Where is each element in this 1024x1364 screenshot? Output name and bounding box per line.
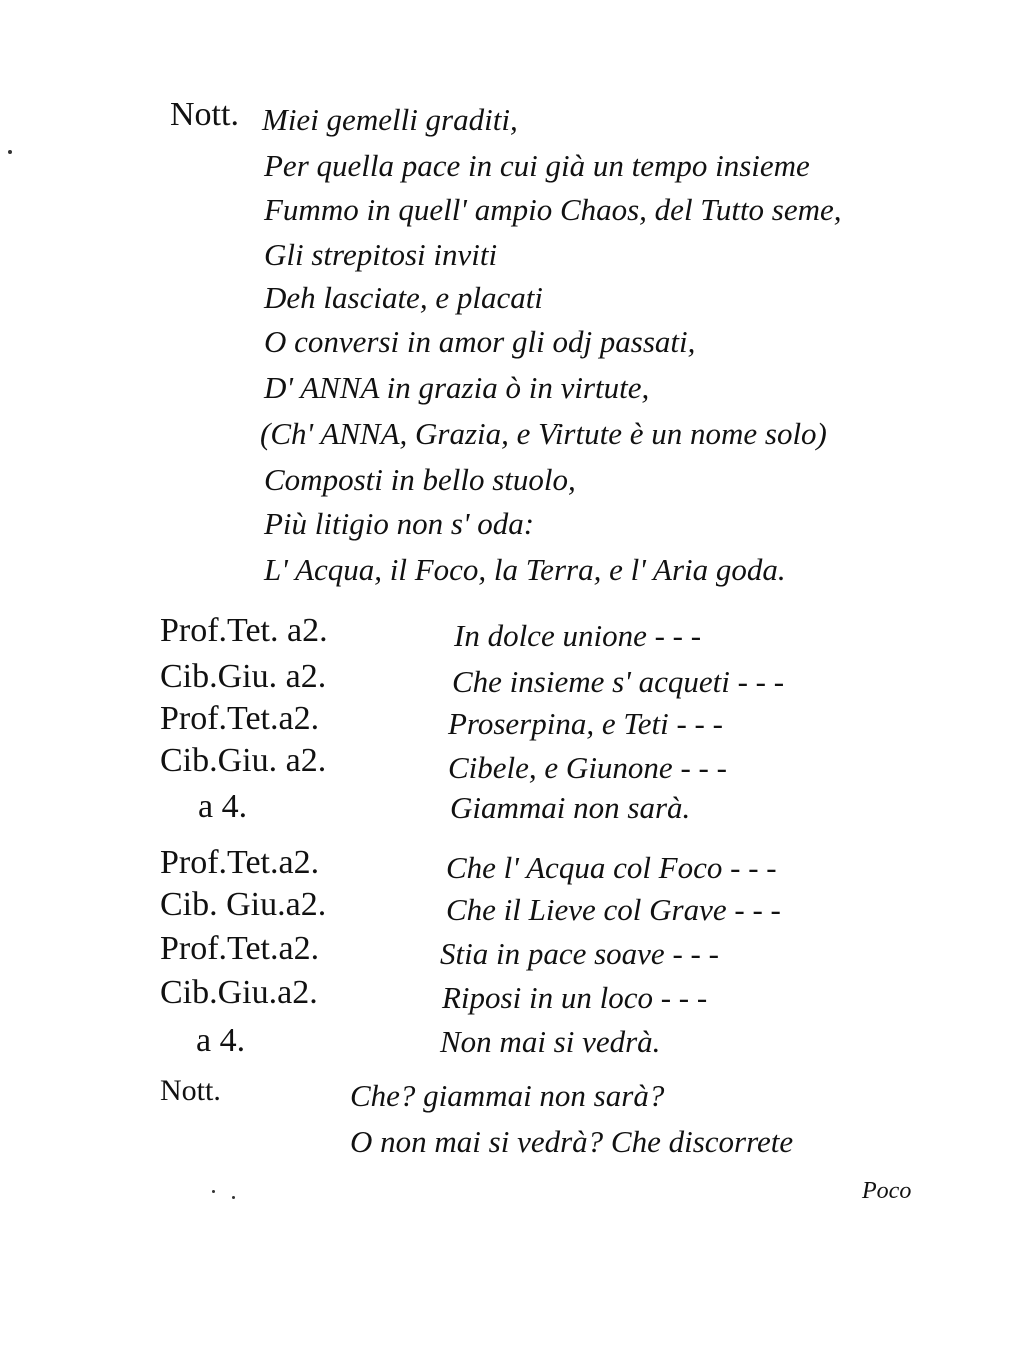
speaker-label: Prof.Tet.a2. xyxy=(160,844,320,881)
ink-speck xyxy=(212,1190,215,1193)
dialogue-line: In dolce unione - - - xyxy=(454,618,702,653)
speaker-label: Cib.Giu. a2. xyxy=(160,742,327,779)
speaker-label: Cib. Giu.a2. xyxy=(160,886,327,923)
speaker-label: Prof.Tet. a2. xyxy=(160,612,328,649)
verse-line: Che? giammai non sarà? xyxy=(350,1078,665,1113)
speaker-label: Cib.Giu. a2. xyxy=(160,658,327,695)
dialogue-line: Cibele, e Giunone - - - xyxy=(448,750,727,785)
verse-line: Più litigio non s' oda: xyxy=(264,506,535,541)
verse-line: Composti in bello stuolo, xyxy=(264,462,576,497)
verse-line: Fummo in quell' ampio Chaos, del Tutto seme, xyxy=(264,192,842,227)
verse-line: Miei gemelli graditi, xyxy=(262,102,518,137)
dialogue-line: Che l' Acqua col Foco - - - xyxy=(446,850,777,885)
verse-line: O conversi in amor gli odj passati, xyxy=(264,324,696,359)
verse-line: (Ch' ANNA, Grazia, e Virtute è un nome solo) xyxy=(260,416,827,451)
ink-speck xyxy=(8,150,12,154)
dialogue-line: Che insieme s' acqueti - - - xyxy=(452,664,785,699)
dialogue-line: Giammai non sarà. xyxy=(450,790,691,825)
speaker-label: a 4. xyxy=(196,1022,246,1059)
speaker-label: Cib.Giu.a2. xyxy=(160,974,318,1011)
dialogue-line: Che il Lieve col Grave - - - xyxy=(446,892,781,927)
dialogue-line: Proserpina, e Teti - - - xyxy=(448,706,723,741)
ink-speck xyxy=(232,1196,235,1199)
verse-line: Gli strepitosi inviti xyxy=(264,237,498,272)
verse-line: L' Acqua, il Foco, la Terra, e l' Aria goda. xyxy=(264,552,786,587)
catchword: Poco xyxy=(862,1178,912,1204)
dialogue-line: Stia in pace soave - - - xyxy=(440,936,719,971)
verse-line: O non mai si vedrà? Che discorrete xyxy=(350,1124,794,1159)
speaker-label: Prof.Tet.a2. xyxy=(160,700,320,737)
speaker-label: Prof.Tet.a2. xyxy=(160,930,320,967)
verse-line: Per quella pace in cui già un tempo insieme xyxy=(264,148,810,183)
dialogue-line: Non mai si vedrà. xyxy=(440,1024,661,1059)
speaker-nott: Nott. xyxy=(170,96,239,133)
speaker-nott: Nott. xyxy=(160,1074,221,1107)
dialogue-line: Riposi in un loco - - - xyxy=(442,980,708,1015)
speaker-label: a 4. xyxy=(198,788,248,825)
verse-line: D' ANNA in grazia ò in virtute, xyxy=(264,370,650,405)
verse-line: Deh lasciate, e placati xyxy=(264,280,543,315)
